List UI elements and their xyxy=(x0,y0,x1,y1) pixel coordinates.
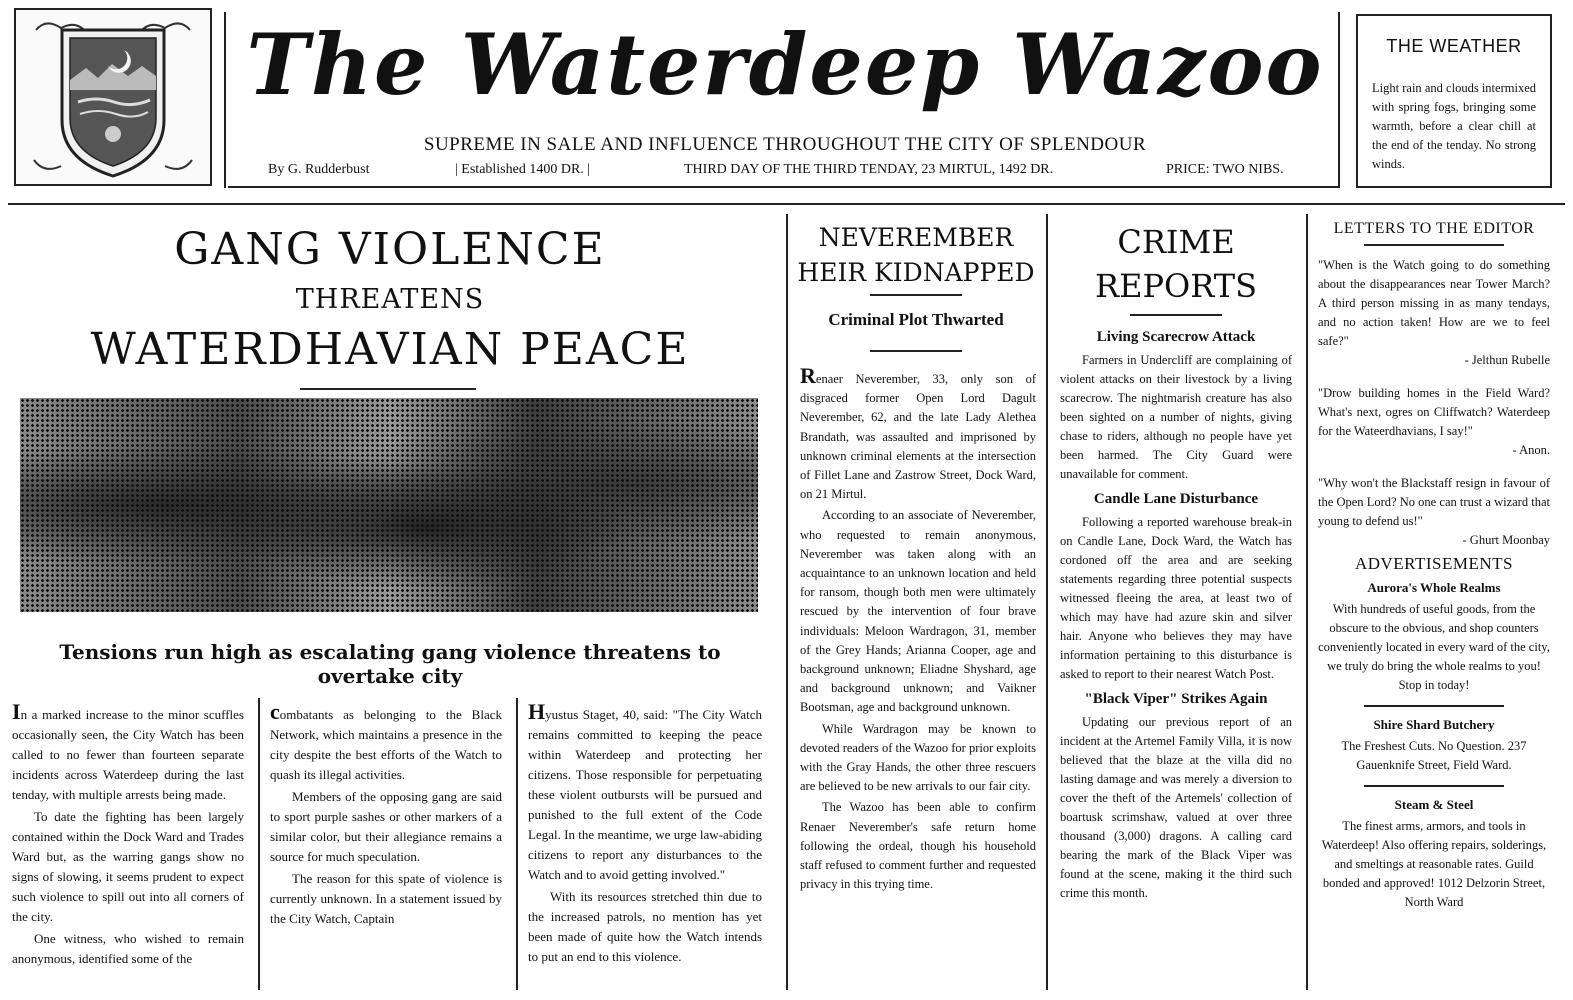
neverember-title xyxy=(796,220,1036,290)
lead-column-3 xyxy=(528,702,762,992)
ad-text: The finest arms, armors, and tools in Waterdeep! Also offering repairs, solderings, and smeltings at reasonable rates. Guild bonded and approved! 1012 Delzorin Street, North Ward xyxy=(1321,819,1547,909)
lead-col2-paragraph: Members of the opposing gang are said to sport purple sashes or other markers of a similar color, but their allegiance remains a source for much speculation. xyxy=(270,789,502,864)
neverember-article xyxy=(800,366,1036,986)
masthead-divider-left xyxy=(224,12,226,188)
crest-logo xyxy=(14,8,212,186)
neverember-paragraph: While Wardragon may be known to devoted readers of the Wazoo for prior exploits with the Gray Hands, the other three rescuers are believed to be new arrivals to our fair city. xyxy=(800,721,1036,794)
lead-headline-line-3: WATERDHAVIAN PEACE xyxy=(90,324,690,375)
crime-title-line-2: REPORTS xyxy=(1094,267,1257,305)
lead-subhead: Tensions run high as escalating gang violence threatens to overtake city xyxy=(59,640,721,688)
crime-item-title: "Black Viper" Strikes Again xyxy=(1084,691,1268,707)
neverember-paragraph: According to an associate of Neverember, who requested to remain anonymous, Neverember was taken along with an acquaintance to an unknown location and held for ransom, though both men were ultimately rescued by the intervention of four brave individuals: Meloon Wardragon, 31, member of the Grey Hands; Arianna Cooper, age and background unknown; Eliadne Shyshard, age and background unknown; and Vaikner Bootsman, age and background unknown. xyxy=(800,508,1036,715)
section-divider xyxy=(786,214,788,990)
section-divider xyxy=(1046,214,1048,990)
neverember-paragraph: Renaer Neverember, 33, only son of disgraced former Open Lord Dagult Neverember, 62, and the late Lady Alethea Brandath, was assaulted and imprisoned by unknown criminal elements at the intersection of Fillet Lane and Zastrow Street, Dock Ward, on 21 Mirtul. xyxy=(800,366,1036,502)
ad-title: Shire Shard Butchery xyxy=(1373,717,1495,732)
crime-reports xyxy=(1060,322,1292,990)
letters-title: LETTERS TO THE EDITOR xyxy=(1333,220,1535,237)
crime-item-title: Living Scarecrow Attack xyxy=(1096,329,1256,345)
neverember-paragraph: The Wazoo has been able to confirm Renaer Neverember's safe return home following the ordeal, though his household staff refused to comment further and requested privacy in this trying time. xyxy=(800,800,1036,892)
ads-title: ADVERTISEMENTS xyxy=(1354,554,1514,573)
lead-col2-paragraph: The reason for this spate of violence is currently unknown. In a statement issued by the City Watch, Captain xyxy=(270,871,502,926)
masthead-underline xyxy=(228,186,1338,188)
ad-rule xyxy=(1364,785,1504,787)
main-divider xyxy=(8,203,1565,205)
crime-title-line-1: CRIME xyxy=(1117,223,1235,261)
weather-text: Light rain and clouds intermixed with spring fogs, bringing some warmth, before a clear chill at the end of the tenday. No strong winds. xyxy=(1372,81,1536,171)
letter-author: - Ghurt Moonbay xyxy=(1462,533,1550,547)
lead-col2-paragraph: combatants as belonging to the Black Network, which maintains a presence in the city despite the best efforts of the Watch to quash its illegal activities. xyxy=(270,702,502,782)
column-divider xyxy=(258,698,260,990)
ad-rule xyxy=(1364,705,1504,707)
letters-and-ads xyxy=(1318,220,1550,990)
lead-col3-paragraph: Hyustus Staget, 40, said: "The City Watch remains committed to keeping the peace within Waterdeep and protecting her citizens. Those responsible for perpetuating these violent outbursts will be pursued and punished to the full extent of the Code Legal. In the meantime, we urge law-abiding citizens to report any disturbances to the Watch and to avoid getting involved." xyxy=(528,702,762,882)
letter-text: "Drow building homes in the Field Ward? What's next, ogres on Cliffwatch? Waterdeep for the Wateerdhavians, I say!" xyxy=(1318,386,1550,438)
lead-col1-paragraph: In a marked increase to the minor scuffles occasionally seen, the City Watch has been called to no fewer than fourteen separate incidents across Waterdeep during the last tenday, with multiple arrests being made. xyxy=(12,702,244,802)
lead-column-1 xyxy=(12,702,244,992)
crime-title xyxy=(1056,220,1296,308)
masthead-info-bar xyxy=(240,160,1330,184)
lead-col1-paragraph: To date the fighting has been largely contained within the Dock Ward and Trades Ward but, as the warring gangs show no signs of slowing, it seems prudent to expect such violence to spill out into all corners of the city. xyxy=(12,809,244,924)
neverember-title-line-1: NEVEREMBER xyxy=(818,223,1014,252)
crime-item-text: Following a reported warehouse break-in on Candle Lane, Dock Ward, the Watch has cordoned off the area and are seeking statements regarding three potential suspects witnessed fleeing the area, at least two of which may have had azure skin and silver hair. Anyone who believes they may have information pertaining to this disturbance is asked to report to their nearest Watch Post. xyxy=(1060,515,1292,681)
neverember-rule xyxy=(870,294,962,296)
letter-text: "When is the Watch going to do something about the disappearances near Tower March? A third person missing in as many tendays, and no action taken! How are we to feel safe?" xyxy=(1318,258,1550,348)
newspaper-title: The Waterdeep Wazoo xyxy=(246,15,1324,114)
byline: By G. Rudderbust xyxy=(268,162,370,177)
waterdeep-crest-icon xyxy=(16,10,210,184)
ad-title: Steam & Steel xyxy=(1394,797,1474,812)
neverember-subtitle: Criminal Plot Thwarted xyxy=(828,310,1004,329)
ad-text: With hundreds of useful goods, from the obscure to the obvious, and shop counters conveniently located in every ward of the city, we truly do bring the whole realms to you! Stop in today! xyxy=(1318,602,1550,692)
neverember-rule xyxy=(870,350,962,352)
lead-headline-rule xyxy=(300,388,476,390)
established: | Established 1400 DR. | xyxy=(455,162,591,177)
issue-date: THIRD DAY OF THE THIRD TENDAY, 23 MIRTUL, 1492 DR. xyxy=(684,162,1054,177)
crime-item-text: Updating our previous report of an incident at the Artemel Family Villa, it is now believed that the blaze at the villa did no lasting damage and was merely a diversion to cover the theft of the Artemels' collection of boartusk scrimshaw, valued at over three thousand (3,000) dragons. A calling card bearing the mark of the Black Viper was found at the scene, making it the third such crime this month. xyxy=(1060,715,1292,900)
crime-rule xyxy=(1130,314,1222,316)
weather-box xyxy=(1356,14,1552,188)
letter-text: "Why won't the Blackstaff resign in favour of the Open Lord? No one can trust a wizard that young to defend us!" xyxy=(1318,476,1550,528)
ad-title: Aurora's Whole Realms xyxy=(1367,580,1501,595)
lead-col3-paragraph: With its resources stretched thin due to the increased patrols, no mention has yet been made of quite how the Watch intends to put an end to this violence. xyxy=(528,889,762,964)
lead-headline-line-2: THREATENS xyxy=(295,284,485,315)
lead-photo xyxy=(20,398,758,612)
lead-col1-paragraph: One witness, who wished to remain anonymous, identified some of the xyxy=(12,931,244,966)
newspaper-tagline: SUPREME IN SALE AND INFLUENCE THROUGHOUT THE CITY OF SPLENDOUR xyxy=(423,134,1147,155)
crime-item-text: Farmers in Undercliff are complaining of violent attacks on their livestock by a living scarecrow. The nightmarish creature has also been sighted on a number of nights, giving chase to riders, although no people have yet been harmed. The City Guard were unavailable for comment. xyxy=(1060,353,1292,481)
price: PRICE: TWO NIBS. xyxy=(1166,162,1284,177)
letter-author: - Anon. xyxy=(1512,443,1550,457)
lead-headline-line-1: GANG VIOLENCE xyxy=(174,224,606,275)
column-divider xyxy=(516,698,518,990)
section-divider xyxy=(1306,214,1308,990)
neverember-title-line-2: HEIR KIDNAPPED xyxy=(797,258,1035,287)
lead-column-2 xyxy=(270,702,502,992)
ad-text: The Freshest Cuts. No Question. 237 Gauenknife Street, Field Ward. xyxy=(1341,739,1527,772)
weather-title: THE WEATHER xyxy=(1386,36,1522,56)
crime-item-title: Candle Lane Disturbance xyxy=(1093,491,1259,507)
letters-rule xyxy=(1364,244,1504,246)
letter-author: - Jelthun Rubelle xyxy=(1464,353,1550,367)
